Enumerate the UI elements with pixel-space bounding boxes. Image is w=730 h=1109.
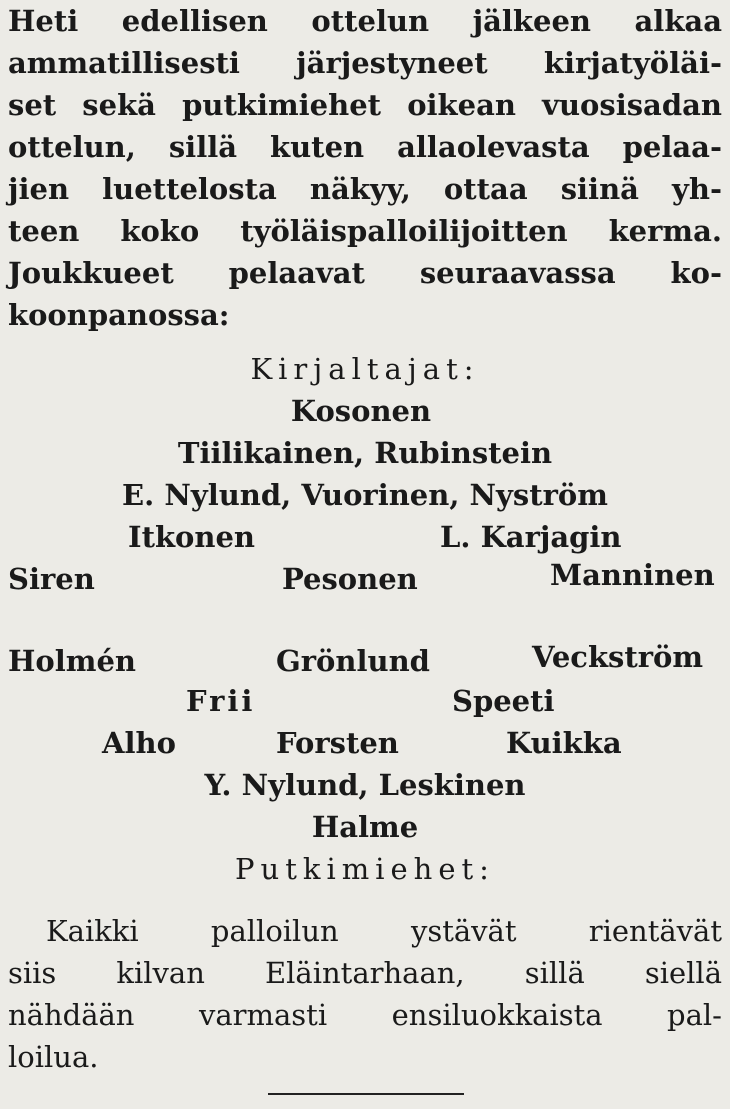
team1-inner-left: Itkonen <box>128 520 256 554</box>
separator-rule <box>268 1093 464 1095</box>
team1-name: Kirjaltajat: <box>250 352 480 386</box>
team1-centre-forward: Pesonen <box>282 562 418 596</box>
intro-line: jien luettelosta näkyy, ottaa siinä yh- <box>8 172 722 206</box>
intro-line: Heti edellisen ottelun jälkeen alkaa <box>8 4 722 38</box>
team2-half-left: Alho <box>102 726 176 760</box>
closing-line: nähdään varmasti ensiluokkaista pal- <box>8 998 722 1032</box>
team2-half-right: Kuikka <box>506 726 622 760</box>
team1-outside-right: Manninen <box>550 558 715 592</box>
team1-goalkeeper: Kosonen <box>290 394 432 428</box>
team2-inner-left: Frii <box>186 684 256 718</box>
intro-line: ammatillisesti järjestyneet kirjatyöläi- <box>8 46 722 80</box>
intro-line: set sekä putkimiehet oikean vuosisadan <box>8 88 722 122</box>
team2-goalkeeper: Halme <box>311 810 419 844</box>
closing-line: Kaikki palloilun ystävät rientävät <box>46 914 722 948</box>
team2-centre-forward: Grönlund <box>276 644 430 678</box>
team2-half-centre: Forsten <box>276 726 399 760</box>
closing-line: siis kilvan Eläintarhaan, sillä siellä <box>8 956 722 990</box>
team1-halves: E. Nylund, Vuorinen, Nyström <box>122 478 608 512</box>
team2-name: Putkimiehet: <box>235 852 495 886</box>
intro-line: teen koko työläispalloilijoitten kerma. <box>8 214 722 248</box>
closing-line: loilua. <box>8 1040 99 1074</box>
team1-inner-right: L. Karjagin <box>440 520 622 554</box>
intro-line: ottelun, sillä kuten allaolevasta pelaa- <box>8 130 722 164</box>
team2-inner-right: Speeti <box>452 684 555 718</box>
team1-outside-left: Siren <box>8 562 95 596</box>
intro-line: Joukkueet pelaavat seuraavassa ko- <box>8 256 722 290</box>
team2-outside-left: Holmén <box>8 644 136 678</box>
team2-backs: Y. Nylund, Leskinen <box>204 768 526 802</box>
team2-outside-right: Veckström <box>532 640 704 674</box>
intro-line: koonpanossa: <box>8 298 230 332</box>
team1-backs: Tiilikainen, Rubinstein <box>177 436 553 470</box>
